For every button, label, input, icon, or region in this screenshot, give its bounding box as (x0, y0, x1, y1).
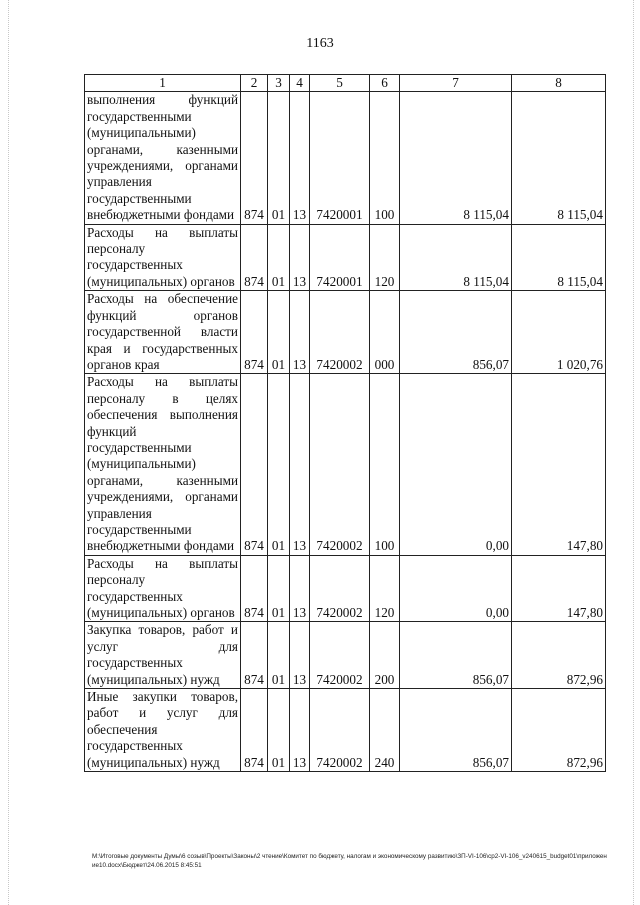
amount-col7: 856,07 (400, 291, 512, 374)
section-code: 01 (268, 374, 290, 555)
table-row (85, 224, 606, 291)
amount-col8: 872,96 (512, 622, 606, 689)
table-row (85, 622, 606, 689)
budget-table (84, 74, 606, 772)
table-row (85, 291, 606, 374)
row-name: Закупка товаров, работ и услуг для государственных (муниципальных) нужд (85, 622, 241, 689)
column-header-7: 7 (400, 75, 512, 92)
subsection-code: 13 (290, 374, 310, 555)
amount-col8: 8 115,04 (512, 224, 606, 291)
target-article-code: 7420002 (310, 689, 370, 772)
subsection-code: 13 (290, 555, 310, 622)
column-header-6: 6 (370, 75, 400, 92)
amount-col7: 8 115,04 (400, 224, 512, 291)
amount-col7: 856,07 (400, 689, 512, 772)
amount-col8: 1 020,76 (512, 291, 606, 374)
amount-col7: 8 115,04 (400, 92, 512, 224)
expense-type-code: 100 (370, 92, 400, 224)
expense-type-code: 240 (370, 689, 400, 772)
target-article-code: 7420001 (310, 92, 370, 224)
table-row (85, 689, 606, 772)
section-code: 01 (268, 689, 290, 772)
page-edge-right (633, 0, 634, 905)
table-row (85, 555, 606, 622)
amount-col8: 147,80 (512, 555, 606, 622)
table-row (85, 374, 606, 555)
ministry-code: 874 (241, 92, 268, 224)
column-header-5: 5 (310, 75, 370, 92)
expense-type-code: 200 (370, 622, 400, 689)
subsection-code: 13 (290, 622, 310, 689)
ministry-code: 874 (241, 555, 268, 622)
target-article-code: 7420001 (310, 224, 370, 291)
amount-col8: 147,80 (512, 374, 606, 555)
expense-type-code: 120 (370, 224, 400, 291)
section-code: 01 (268, 291, 290, 374)
amount-col7: 856,07 (400, 622, 512, 689)
expense-type-code: 120 (370, 555, 400, 622)
row-name: Иные закупки товаров, работ и услуг для обеспечения государственных (муниципальных) нужд (85, 689, 241, 772)
table-row (85, 92, 606, 224)
subsection-code: 13 (290, 291, 310, 374)
row-name: Расходы на выплаты персоналу государственных (муниципальных) органов (85, 555, 241, 622)
target-article-code: 7420002 (310, 374, 370, 555)
amount-col7: 0,00 (400, 374, 512, 555)
column-header-8: 8 (512, 75, 606, 92)
expense-type-code: 000 (370, 291, 400, 374)
ministry-code: 874 (241, 291, 268, 374)
subsection-code: 13 (290, 92, 310, 224)
target-article-code: 7420002 (310, 622, 370, 689)
ministry-code: 874 (241, 374, 268, 555)
row-name: выполнения функций государственными (муниципальными) органами, казенными учреждениями, органами управления государственными внебюджетными фондами (85, 92, 241, 224)
expense-type-code: 100 (370, 374, 400, 555)
section-code: 01 (268, 92, 290, 224)
row-name: Расходы на обеспечение функций органов государственной власти края и государственных органов края (85, 291, 241, 374)
section-code: 01 (268, 555, 290, 622)
ministry-code: 874 (241, 622, 268, 689)
subsection-code: 13 (290, 224, 310, 291)
section-code: 01 (268, 622, 290, 689)
subsection-code: 13 (290, 689, 310, 772)
column-header-3: 3 (268, 75, 290, 92)
target-article-code: 7420002 (310, 555, 370, 622)
section-code: 01 (268, 224, 290, 291)
target-article-code: 7420002 (310, 291, 370, 374)
page-number: 1163 (306, 36, 334, 51)
column-header-1: 1 (85, 75, 241, 92)
column-header-4: 4 (290, 75, 310, 92)
row-name: Расходы на выплаты персоналу государственных (муниципальных) органов (85, 224, 241, 291)
amount-col8: 872,96 (512, 689, 606, 772)
amount-col8: 8 115,04 (512, 92, 606, 224)
amount-col7: 0,00 (400, 555, 512, 622)
ministry-code: 874 (241, 689, 268, 772)
ministry-code: 874 (241, 224, 268, 291)
table-header-row (85, 75, 606, 92)
row-name: Расходы на выплаты персоналу в целях обеспечения выполнения функций государственными (муниципальными) органами, казенными учреждениями, органами управления государственными внебюджетными фондами (85, 374, 241, 555)
page-edge-left (8, 0, 9, 905)
column-header-2: 2 (241, 75, 268, 92)
footer-file-path: M:\Итоговые документы Думы\6 созыв\Проекты\Законы\2 чтение\Комитет по бюджету, налогам и экономическому развитию\ЗП-VI-106\ср2-VI-106_v240615_budget01\приложение10.docx\Бюджет\24.06.2015 8:45:51 (92, 853, 607, 869)
